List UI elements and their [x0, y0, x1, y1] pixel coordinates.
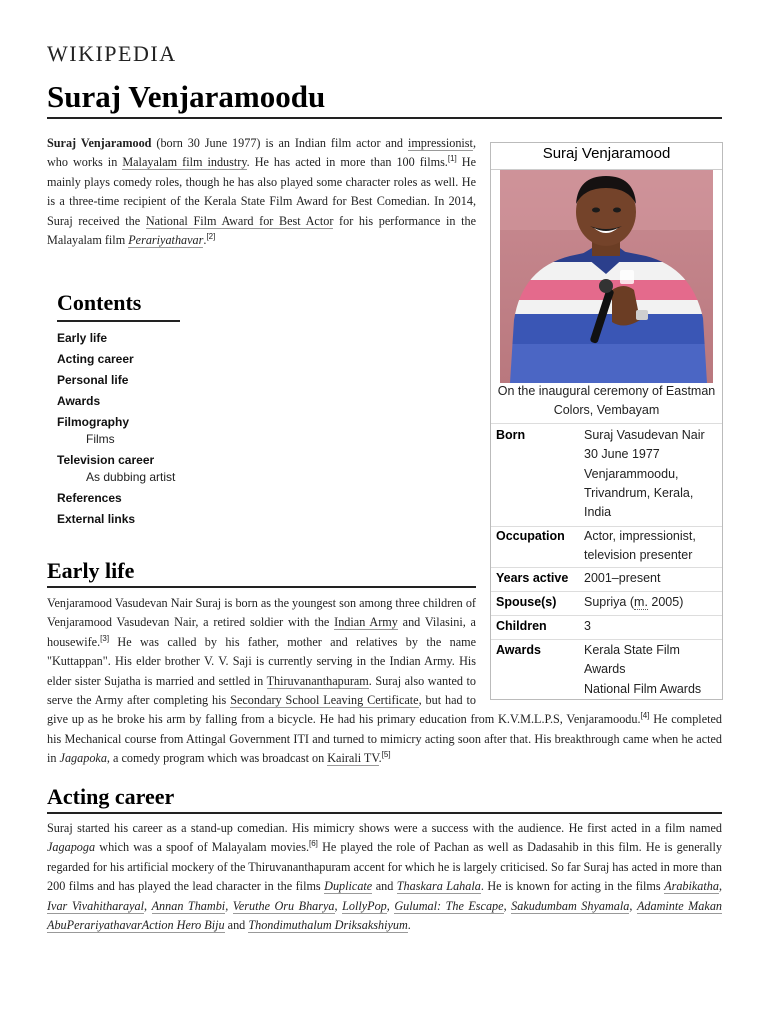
married-year: 2005) [647, 595, 684, 609]
infobox-value-awards [584, 641, 719, 699]
link-sakudumbam-shyamala[interactable] [511, 899, 629, 914]
infobox-value-born [584, 426, 719, 522]
infobox-label: Years active [496, 571, 569, 585]
film-title: Veruthe Oru Bharya [232, 898, 335, 913]
link-malayalam-film-industry[interactable]: Malayalam film industry [122, 155, 247, 170]
infobox-row-spouse [491, 591, 722, 615]
subject-name: Suraj Venjaramood [47, 136, 152, 150]
toc-item-references[interactable]: References [57, 491, 122, 505]
paragraph-text: which was a spoof of Malayalam movies. [95, 840, 309, 855]
link-kairali-tv[interactable]: Kairali TV [327, 751, 379, 766]
paragraph-text: Suraj started his career as a stand-up comedian. His mimicry shows were a success with the audience. He first acted in a film named [47, 821, 722, 835]
separator: , [225, 898, 233, 913]
film-title: Annan Thambi [151, 898, 226, 913]
title-divider [47, 117, 722, 119]
intro-text: , who works in [47, 136, 476, 170]
infobox [490, 142, 723, 700]
link-veruthe-oru-bharya[interactable] [233, 899, 335, 914]
film-title: Perariyathavar [128, 233, 204, 248]
film-title: Gulumal: The Escape [394, 898, 504, 913]
paragraph-text: and [372, 879, 397, 894]
occupation-line: television presenter [584, 548, 693, 563]
heading-divider [47, 586, 476, 588]
birth-date: 30 June 1977 [584, 447, 660, 462]
toc-item-filmography[interactable]: Filmography [57, 415, 130, 429]
page-title: Suraj Venjaramoodu [47, 79, 326, 114]
film-title: Thondimuthalum Driksakshiyum [248, 918, 408, 933]
paragraph-text: and Vilasini, a housewife. [47, 615, 476, 649]
toc-divider [57, 320, 180, 322]
paragraph-text: . He is known for acting in the films [480, 879, 665, 894]
link-indian-army[interactable]: Indian Army [334, 615, 398, 630]
paragraph-text: . Suraj also wanted to serve the Army after completing his [47, 673, 476, 708]
paragraph-text: He was called by his father, mother and relatives by the name "Kuttappan". His elder brother V. V. Saji is currently serving in the Indian Army. His elder sister Sujatha is married and settled in [47, 634, 476, 688]
paragraph-text: . [378, 751, 382, 766]
link-arabikatha[interactable] [664, 879, 719, 894]
birth-place: Trivandrum, Kerala, [584, 485, 694, 500]
infobox-row-children [491, 615, 722, 639]
link-duplicate[interactable] [324, 879, 372, 894]
link-thaskara-lahala[interactable] [397, 879, 481, 894]
infobox-value-children: 3 [584, 619, 591, 633]
separator: , [386, 898, 395, 913]
link-impressionist[interactable]: impressionist [407, 136, 473, 150]
link-thondimuthalum[interactable] [248, 918, 407, 933]
link-lollypop[interactable] [342, 899, 387, 914]
infobox-value-occupation [584, 527, 719, 566]
link-annan-thambi[interactable] [152, 899, 226, 914]
link-national-film-award[interactable]: National Film Award for Best Actor [145, 213, 334, 228]
birth-name: Suraj Vasudevan Nair [584, 428, 705, 442]
citation-6[interactable]: [6] [309, 839, 318, 849]
infobox-value-spouse [584, 593, 719, 612]
toc-item-external-links[interactable]: External links [57, 512, 136, 526]
paragraph-text: and [224, 918, 249, 933]
intro-paragraph [47, 134, 476, 250]
citation-5[interactable]: [5] [381, 750, 391, 760]
toc-item-acting-career[interactable]: Acting career [57, 352, 134, 366]
occupation-line: Actor, impressionist, [584, 529, 696, 543]
intro-text: for his performance in the Malayalam film [47, 213, 476, 248]
intro-text: (born 30 June 1977) is an Indian film actor and [151, 136, 408, 150]
film-title: Arabikatha [664, 879, 719, 894]
award-line[interactable]: Kerala State Film [584, 643, 680, 657]
intro-text: He mainly plays comedy roles, though he has also played some character roles as well. He is a three-time recipient of the Kerala State Film Award for Best Comedian. In 2014, Suraj received the [47, 155, 476, 228]
film-title: LollyPop [342, 898, 387, 913]
infobox-label: Awards [496, 643, 541, 657]
infobox-title: Suraj Venjaramood [491, 143, 722, 170]
infobox-label: Children [496, 619, 547, 633]
link-sslc[interactable]: Secondary School Leaving Certificate [230, 693, 419, 708]
toc-subitem-dubbing-artist[interactable]: As dubbing artist [86, 470, 176, 484]
film-title: Ivar Vivahitharayal [47, 898, 145, 913]
toc-item-early-life[interactable]: Early life [57, 331, 108, 345]
paragraph-text: . [407, 918, 411, 933]
show-title: Jagapoka [59, 751, 107, 766]
table-of-contents [57, 290, 257, 530]
citation-2[interactable]: [2] [206, 231, 216, 241]
heading-acting-career: Acting career [47, 784, 175, 809]
film-title: Action Hero Biju [141, 918, 225, 933]
citation-3[interactable]: [3] [100, 633, 110, 643]
film-title: Sakudumbam Shyamala [511, 898, 630, 913]
film-title: Perariyathavar [66, 918, 142, 933]
paragraph-text: , a comedy program which was broadcast on [106, 751, 328, 766]
award-line[interactable]: Awards [584, 662, 626, 677]
intro-text: . [203, 233, 207, 248]
acting-career-paragraph [47, 819, 722, 935]
toc-item-awards[interactable]: Awards [57, 394, 101, 408]
infobox-label: Spouse(s) [496, 595, 557, 609]
toc-subitem-films[interactable]: Films [86, 432, 115, 446]
paragraph-text: Venjaramood Vasudevan Nair Suraj is born as the youngest son among three children of Venjaramood Vasudevan Nair, a retired soldier with the [47, 596, 476, 630]
wikipedia-wordmark[interactable]: WIKIPEDIA [47, 41, 177, 66]
separator: , [144, 898, 152, 913]
portrait-image [500, 170, 713, 383]
film-title: Adaminte Makan Abu [47, 898, 723, 933]
link-action-hero-biju[interactable] [142, 918, 225, 933]
link-perariyathavar[interactable] [128, 233, 203, 248]
award-line[interactable]: National Film Awards [584, 681, 702, 696]
heading-early-life: Early life [47, 558, 135, 583]
citation-4[interactable]: [4] [640, 711, 650, 721]
paragraph-text: , but had to give up as he broke his arm by falling from a bicycle. He had his primary education from K.V.M.L.P.S, Venjaramoodu. [47, 693, 641, 727]
citation-1[interactable]: [1] [447, 154, 457, 164]
married-abbr[interactable]: m. [634, 595, 648, 609]
paragraph-text: He completed his Mechanical course from Attingal Government ITI and turned to mimicry acting soon after that. His breakthrough came when he acted in [47, 712, 722, 766]
film-title: Thaskara Lahala [396, 879, 481, 894]
infobox-row-born [491, 423, 722, 527]
intro-text: . He has acted in more than 100 films. [246, 155, 448, 170]
infobox-row-occupation [491, 526, 722, 567]
link-perariyathavar-2[interactable] [67, 918, 142, 933]
infobox-caption: On the inaugural ceremony of Eastman Colors, Vembayam [497, 384, 716, 417]
separator: , [629, 898, 637, 913]
portrait-photo[interactable] [500, 170, 713, 383]
film-title: Duplicate [324, 879, 373, 894]
link-gulumal[interactable] [394, 899, 503, 914]
toc-item-personal-life[interactable]: Personal life [57, 373, 129, 387]
film-title: Jagapoga [47, 840, 96, 855]
infobox-label: Occupation [496, 529, 565, 543]
spouse-name: Supriya ( [584, 595, 635, 609]
separator: , [334, 898, 343, 913]
infobox-label: Born [496, 428, 526, 442]
paragraph-text: He played the role of Pachan as well as Dadasahib in this film. He is generally regarded for his artificial mockery of the Thiruvananthapuram accent for which he is largely criticised. So far Suraj has acted in more than 200 films and has played the lead character in the films [47, 840, 722, 894]
heading-divider [47, 812, 722, 814]
toc-title: Contents [57, 290, 142, 315]
infobox-value-years-active: 2001–present [584, 571, 661, 585]
infobox-row-awards [491, 639, 722, 700]
birth-place: India [584, 505, 612, 520]
toc-item-television-career[interactable]: Television career [57, 453, 155, 467]
link-thiruvananthapuram[interactable]: Thiruvananthapuram [266, 673, 369, 688]
separator: , [718, 879, 723, 894]
birth-place: Venjarammoodu, [584, 466, 679, 481]
infobox-row-years-active [491, 567, 722, 591]
link-ivar-vivahitharayal[interactable] [47, 899, 144, 914]
separator: , [503, 898, 512, 913]
